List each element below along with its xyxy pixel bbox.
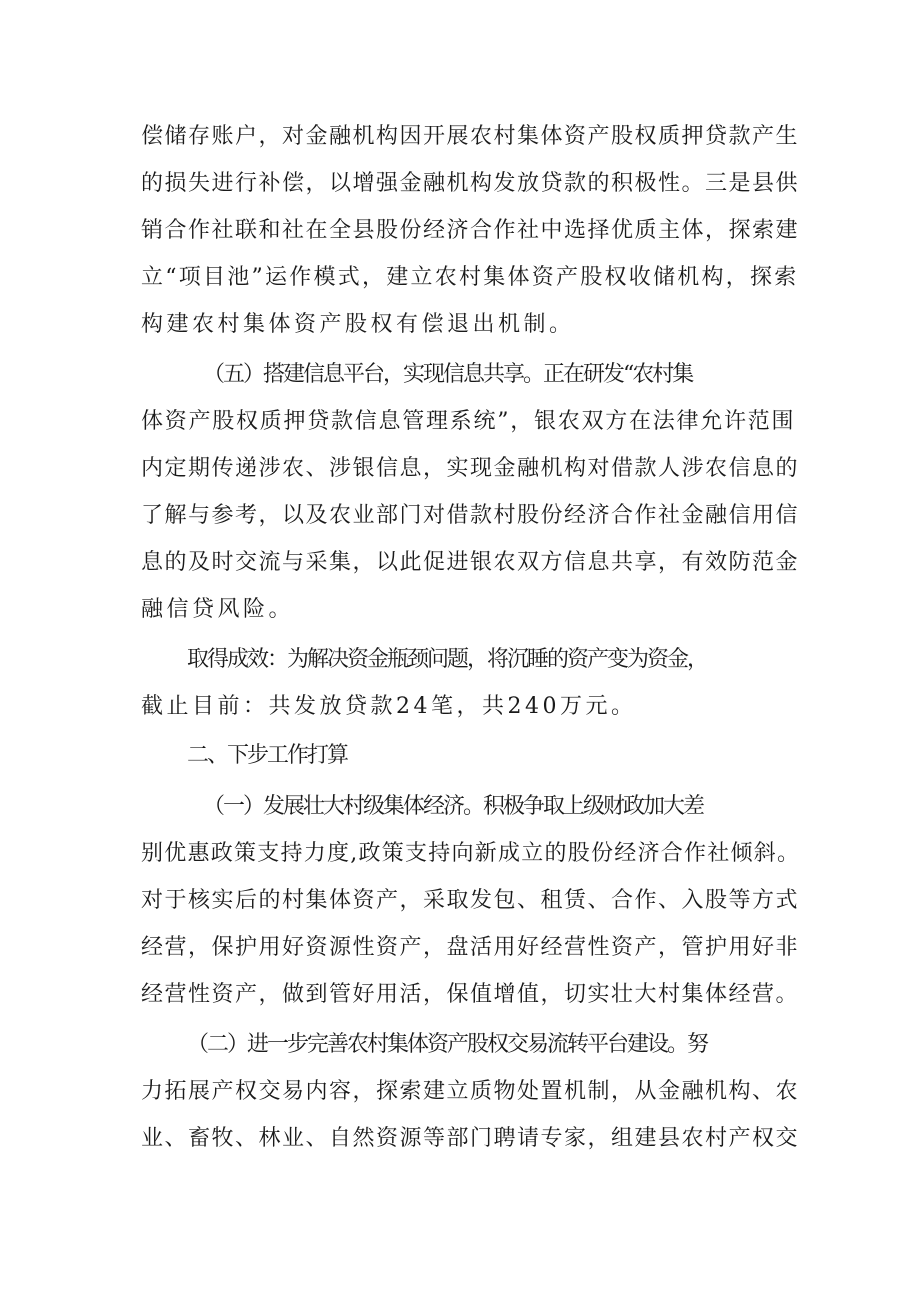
text-line: 融信贷风险。: [141, 597, 295, 622]
text-line: 了解与参考，以及农业部门对借款村股份经济合作社金融信用信: [141, 503, 800, 528]
text-line: 立“项目池”运作模式，建立农村集体资产股权收储机构，探索: [141, 265, 799, 290]
text-line: 经营，保护用好资源性资产，盘活用好经营性资产，管护用好非: [141, 935, 800, 960]
text-line: （二）进一步完善农村集体资产股权交易流转平台建设。努: [187, 1032, 708, 1057]
text-line: 的损失进行补偿，以增强金融机构发放贷款的积极性。三是县供: [141, 171, 800, 196]
text-line: 业、畜牧、林业、自然资源等部门聘请专家，组建县农村产权交: [141, 1126, 800, 1151]
text-line: 截止目前：共发放贷款24笔，共240万元。: [141, 694, 637, 719]
text-line: 息的及时交流与采集，以此促进银农双方信息共享，有效防范金: [141, 550, 800, 575]
text-line: 构建农村集体资产股权有偿退出机制。: [141, 312, 575, 337]
text-line: 偿储存账户，对金融机构因开展农村集体资产股权质押贷款产生: [141, 124, 800, 149]
text-line: （五）搭建信息平台，实现信息共享。正在研发“农村集: [203, 362, 693, 387]
text-line: 经营性资产，做到管好用活，保值增值，切实壮大村集体经营。: [141, 982, 800, 1007]
text-line: 别优惠政策支持力度,政策支持向新成立的股份经济合作社倾斜。: [141, 841, 801, 866]
section-heading: 二、下步工作打算: [187, 743, 348, 768]
text-line: 体资产股权质押贷款信息管理系统”，银农双方在法律允许范围: [141, 409, 796, 434]
text-line: 力拓展产权交易内容，探索建立质物处置机制，从金融机构、农: [141, 1079, 800, 1104]
text-line: 对于核实后的村集体资产，采取发包、租赁、合作、入股等方式: [141, 888, 800, 913]
text-line: 销合作社联和社在全县股份经济合作社中选择优质主体，探索建: [141, 218, 800, 243]
text-line: 取得成效：为解决资金瓶颈问题，将沉睡的资产变为资金，: [187, 647, 708, 672]
text-line: （一）发展壮大村级集体经济。积极争取上级财政加大差: [203, 794, 704, 819]
text-line: 内定期传递涉农、涉银信息，实现金融机构对借款人涉农信息的: [141, 456, 800, 481]
